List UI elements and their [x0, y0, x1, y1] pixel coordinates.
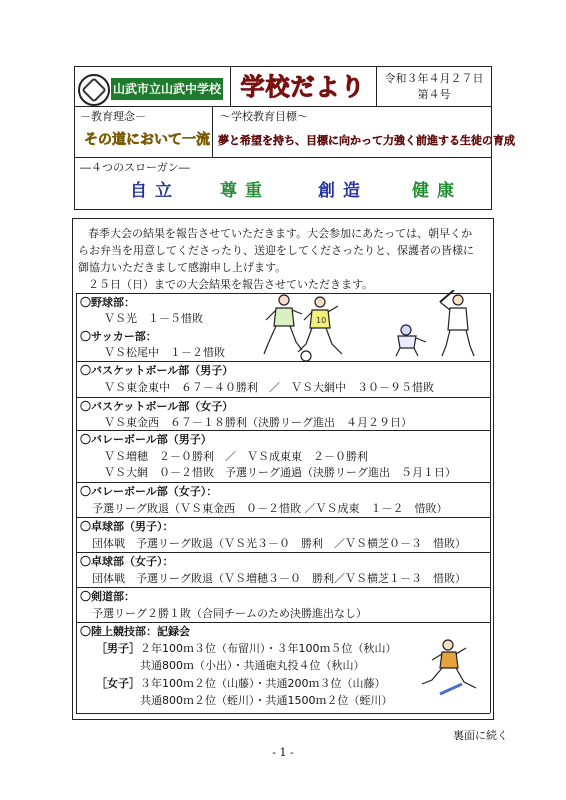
school-name-banner: 山武市立山武中学校	[111, 78, 223, 100]
slogan-jiritsu: 自立	[130, 181, 180, 201]
header-vdivider-1	[230, 66, 231, 106]
issue-number: 第４号	[417, 88, 451, 101]
goal-label: ～学校教育目標～	[220, 110, 308, 123]
soccer-players-illustration	[262, 292, 348, 362]
slogan-kenkou: 健康	[412, 181, 462, 201]
section-basketball-boys-title: 〇バスケットボール部（男子）	[80, 364, 234, 377]
slogan-sonchou: 尊重	[220, 181, 270, 201]
intro-line-1: 春季大会の結果を報告させていただきます。大会参加にあたっては、朝早くか	[88, 227, 473, 240]
section-basketball-girls-result: ＶＳ東金西 ６７－１８勝利（決勝リーグ進出 ４月２９日）	[104, 416, 412, 429]
row-divider	[76, 430, 490, 431]
section-soccer-result: ＶＳ松尾中 １－２惜敗	[104, 346, 225, 359]
goal-text: 夢と希望を持ち、目標に向かって力強く前進する生徒の育成	[218, 134, 515, 147]
track-female-line-2: 共通800ｍ２位（蛭川）・共通1500ｍ２位（蛭川）	[140, 694, 393, 707]
section-baseball-result: ＶＳ光 １－５惜敗	[104, 312, 203, 325]
section-basketball-girls-title: 〇バスケットボール部（女子）	[80, 400, 234, 413]
issue-date: 令和３年４月２７日	[384, 72, 484, 85]
track-male-label: ［男子］	[96, 642, 140, 655]
row-right-rule	[490, 293, 491, 713]
row-divider	[76, 552, 490, 553]
runner-illustration	[420, 638, 482, 698]
row-bottom-rule	[76, 713, 490, 714]
section-soccer-title: 〇サッカー部：	[80, 330, 157, 343]
section-track-title: 〇陸上競技部：記録会	[80, 625, 190, 638]
track-female-label: ［女子］	[96, 677, 140, 690]
section-tabletennis-girls-result: 団体戦 予選リーグ敗退（ＶＳ増穂３－０ 勝利／ＶＳ横芝１－３ 惜敗）	[92, 572, 466, 585]
slogan-souzou: 創造	[318, 181, 368, 201]
row-divider	[76, 482, 490, 483]
section-basketball-boys-result: ＶＳ東金東中 ６７－４０勝利 ／ ＶＳ大網中 ３０－９５惜敗	[104, 381, 434, 394]
row-left-rule	[76, 293, 77, 713]
section-volleyball-boys-title: 〇バレーボール部（男子）	[80, 433, 212, 446]
newsletter-title: 学校だより	[240, 73, 366, 101]
row-divider	[76, 397, 490, 398]
continued-note: 裏面に続く	[453, 729, 508, 742]
section-volleyball-boys-result-1: ＶＳ増穂 ２－０勝利 ／ ＶＳ成東東 ２－０勝利	[104, 450, 368, 463]
philosophy-label: －教育理念－	[80, 110, 146, 123]
intro-line-2: らお弁当を用意してくださったり、送迎をしてくださったりと、保護者の皆様に	[78, 244, 474, 257]
header-divider-1	[74, 106, 492, 107]
philosophy-text: その道において一流	[84, 132, 210, 148]
section-baseball-title: 〇野球部：	[80, 296, 135, 309]
section-tabletennis-boys-result: 団体戦 予選リーグ敗退（ＶＳ光３－０ 勝利 ／ＶＳ横芝０－３ 惜敗）	[92, 537, 466, 550]
track-male-line-2: 共通800ｍ（小出）・共通砲丸投４位（秋山）	[140, 659, 365, 672]
baseball-players-illustration	[392, 290, 478, 358]
intro-line-4: ２５日（日）までの大会結果を報告させていただきます。	[88, 278, 374, 291]
track-female-line-1: ３年100ｍ２位（山藤）・共通200ｍ３位（山藤）	[140, 677, 386, 690]
header-vdivider-3	[212, 106, 213, 157]
slogans-label: ―４つのスローガン―	[80, 161, 190, 174]
section-tabletennis-girls-title: 〇卓球部（女子）：	[80, 555, 174, 568]
row-divider	[76, 517, 490, 518]
header-divider-2	[74, 157, 492, 158]
track-male-line-1: ２年100ｍ３位（布留川）・３年100ｍ５位（秋山）	[140, 642, 397, 655]
school-seal-icon	[78, 74, 110, 106]
page-number: - 1 -	[272, 746, 294, 759]
section-kendo-title: 〇剣道部：	[80, 590, 135, 603]
section-volleyball-girls-result: 予選リーグ敗退（ＶＳ東金西 ０－２惜敗 ／ＶＳ成東 １－２ 惜敗）	[92, 502, 448, 515]
section-tabletennis-boys-title: 〇卓球部（男子）：	[80, 520, 174, 533]
section-volleyball-girls-title: 〇バレーボール部（女子）：	[80, 485, 218, 498]
section-volleyball-boys-result-2: ＶＳ大網 ０－２惜敗 予選リーグ通過（決勝リーグ進出 ５月１日）	[104, 466, 456, 479]
header-vdivider-2	[376, 66, 377, 106]
section-kendo-result: 予選リーグ２勝１敗（合同チームのため決勝進出なし）	[92, 607, 367, 620]
intro-line-3: 御協力いただきまして感謝申し上げます。	[78, 261, 287, 274]
row-divider	[76, 622, 490, 623]
row-divider	[76, 587, 490, 588]
svg-text:10: 10	[316, 316, 327, 325]
